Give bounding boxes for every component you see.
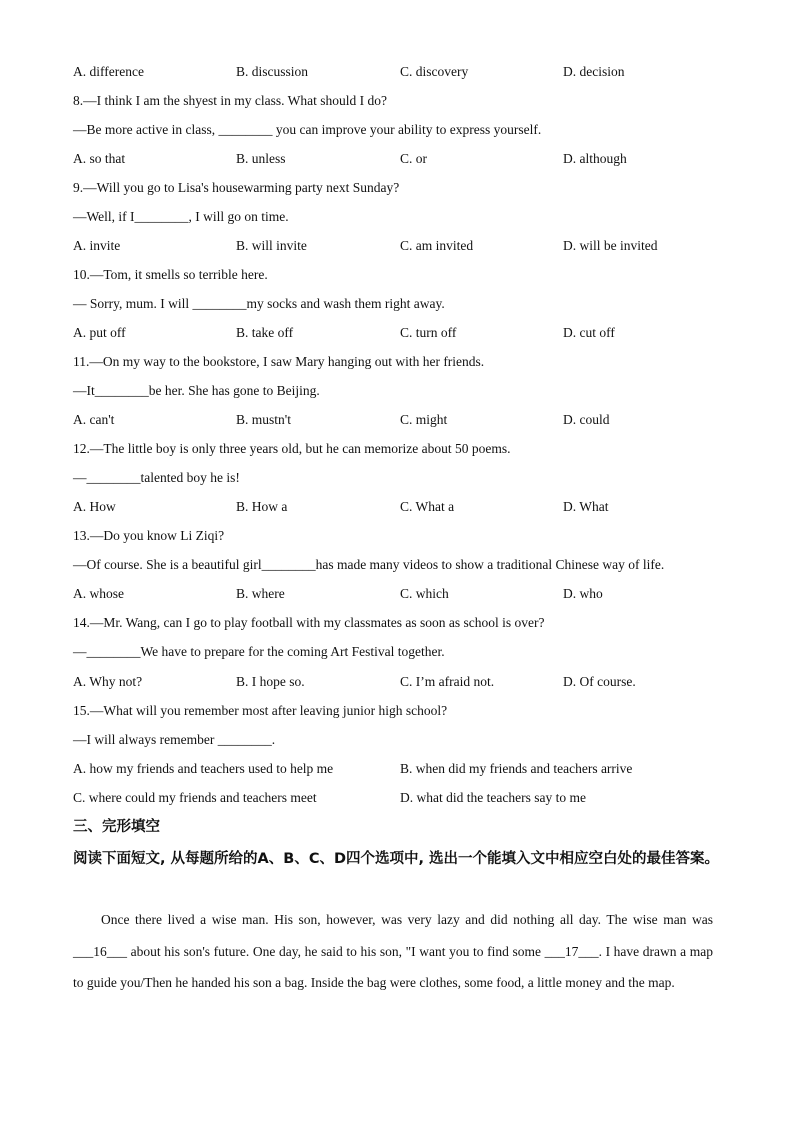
q8-option-d: D. although [563, 151, 627, 166]
q15-option-d: D. what did the teachers say to me [400, 790, 586, 805]
q9-option-d: D. will be invited [563, 238, 658, 253]
q13-option-a: A. whose [73, 586, 124, 601]
q10-option-c: C. turn off [400, 325, 457, 340]
q10-reply: — Sorry, mum. I will ________my socks and wash them right away. [73, 296, 445, 311]
q12-stem: 12.—The little boy is only three years old, but he can memorize about 50 poems. [73, 441, 511, 456]
q12-option-d: D. What [563, 499, 609, 514]
q13-stem: 13.—Do you know Li Ziqi? [73, 528, 225, 543]
q10-option-a: A. put off [73, 325, 126, 340]
cloze-passage [73, 904, 713, 999]
q9-option-a: A. invite [73, 238, 121, 253]
section-title: 三、完形填空 [73, 819, 160, 835]
q9-reply: —Well, if I________, I will go on time. [73, 209, 289, 224]
q14-reply: —________We have to prepare for the coming Art Festival together. [73, 644, 445, 659]
q15-option-b: B. when did my friends and teachers arrive [400, 761, 633, 776]
q11-reply: —It________be her. She has gone to Beijing. [73, 383, 320, 398]
q10-option-d: D. cut off [563, 325, 615, 340]
q8-option-a: A. so that [73, 151, 126, 166]
q11-stem: 11.—On my way to the bookstore, I saw Mary hanging out with her friends. [73, 354, 485, 369]
q13-option-b: B. where [236, 586, 285, 601]
q11-option-d: D. could [563, 412, 610, 427]
q13-option-d: D. who [563, 586, 603, 601]
q7-option-c: C. discovery [400, 64, 469, 79]
q8-option-b: B. unless [236, 151, 286, 166]
q14-option-b: B. I hope so. [236, 674, 305, 689]
q10-stem: 10.—Tom, it smells so terrible here. [73, 267, 268, 282]
q8-reply: —Be more active in class, ________ you can improve your ability to express yourself. [73, 122, 542, 137]
q14-option-a: A. Why not? [73, 674, 143, 689]
q7-option-d: D. decision [563, 64, 625, 79]
q12-option-a: A. How [73, 499, 116, 514]
q12-option-b: B. How a [236, 499, 288, 514]
q7-option-a: A. difference [73, 64, 144, 79]
q9-option-b: B. will invite [236, 238, 307, 253]
q8-stem: 8.—I think I am the shyest in my class. What should I do? [73, 93, 387, 108]
q14-option-d: D. Of course. [563, 674, 636, 689]
q14-stem: 14.—Mr. Wang, can I go to play football with my classmates as soon as school is over? [73, 615, 545, 630]
q15-option-a: A. how my friends and teachers used to help me [73, 761, 334, 776]
q10-option-b: B. take off [236, 325, 294, 340]
q15-stem: 15.—What will you remember most after leaving junior high school? [73, 703, 448, 718]
section-instruction: 阅读下面短文, 从每题所给的A、B、C、D四个选项中, 选出一个能填入文中相应空白处的最佳答案。 [73, 851, 720, 867]
q11-option-c: C. might [400, 412, 448, 427]
q15-option-c: C. where could my friends and teachers meet [73, 790, 317, 805]
q8-option-c: C. or [400, 151, 427, 166]
q9-stem: 9.—Will you go to Lisa's housewarming party next Sunday? [73, 180, 400, 195]
q15-reply: —I will always remember ________. [73, 732, 276, 747]
q14-option-c: C. I’m afraid not. [400, 674, 495, 689]
q12-option-c: C. What a [400, 499, 455, 514]
cloze-paragraph: Once there lived a wise man. His son, however, was very lazy and did nothing all day. The wise man was ___16___ about his son's future. One day, he said to his son, "I want you to find some ___17___. I have drawn a map to guide you/Then he handed his son a bag. Inside the bag were clothes, some food, a little money and the map. [73, 912, 713, 990]
q9-option-c: C. am invited [400, 238, 474, 253]
q7-option-b: B. discussion [236, 64, 309, 79]
q12-reply: —________talented boy he is! [73, 470, 240, 485]
q13-option-c: C. which [400, 586, 449, 601]
q11-option-b: B. mustn't [236, 412, 291, 427]
q11-option-a: A. can't [73, 412, 115, 427]
q13-reply: —Of course. She is a beautiful girl________has made many videos to show a traditional Chinese way of life. [73, 557, 665, 572]
